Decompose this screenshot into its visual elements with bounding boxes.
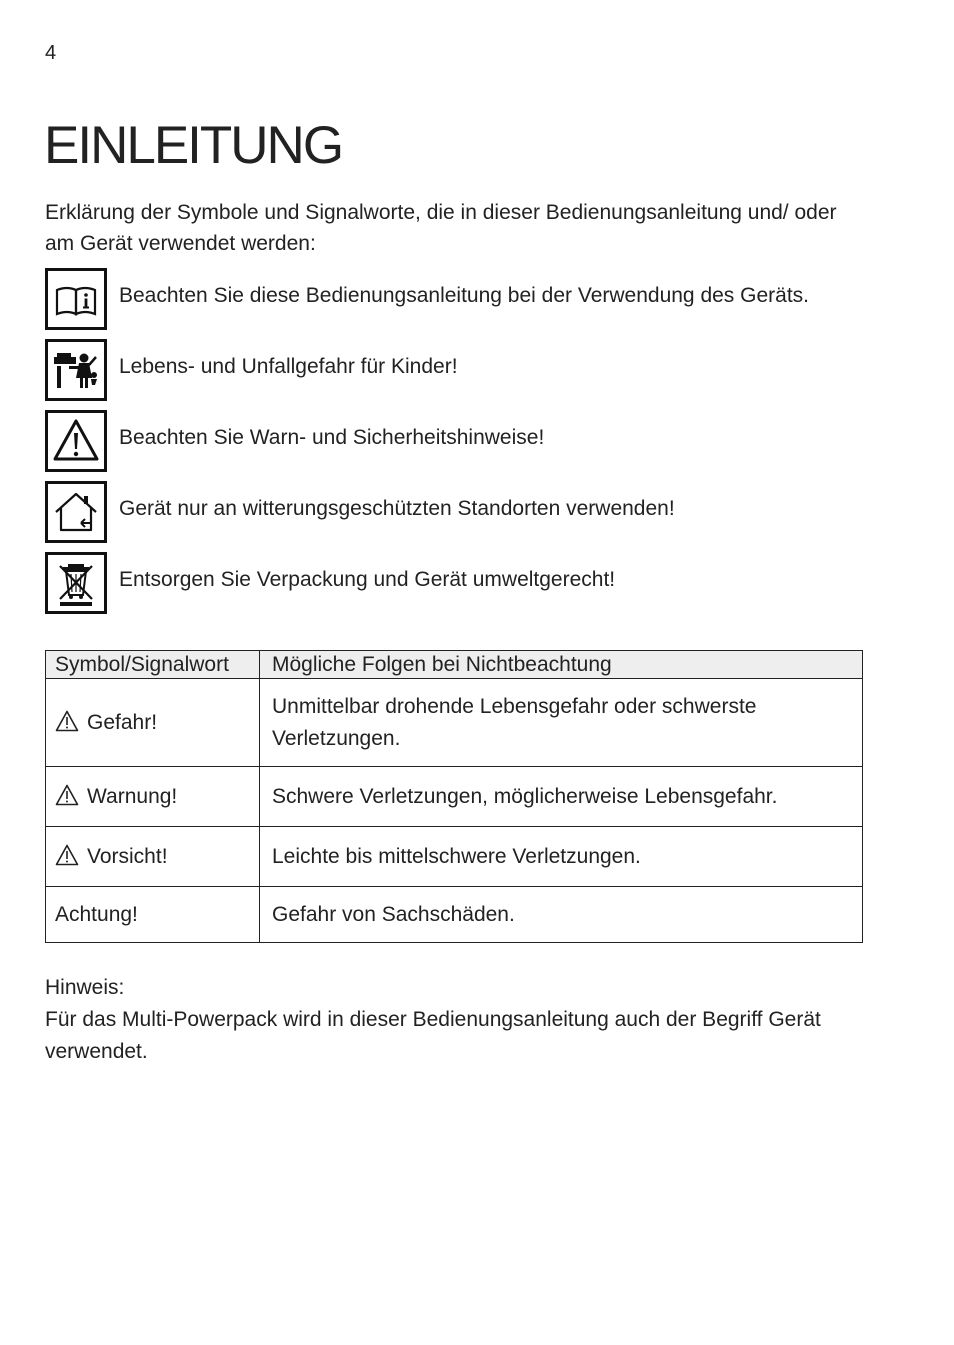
table-header-row	[46, 651, 863, 679]
crossed-bin-icon	[45, 552, 107, 614]
signal-word-cell	[46, 887, 260, 943]
page-title: EINLEITUNG	[44, 116, 343, 175]
symbol-text: Entsorgen Sie Verpackung und Gerät umweltgerecht!	[119, 568, 616, 591]
note-text: Für das Multi-Powerpack wird in dieser Bedienungsanleitung auch der Begriff Gerät verwendet.	[45, 1008, 821, 1063]
indoor-use-icon	[45, 481, 107, 543]
note-section	[45, 972, 885, 1068]
child-danger-icon	[45, 339, 107, 401]
signal-word-cell	[46, 827, 260, 887]
table-header: Mögliche Folgen bei Nichtbeachtung	[260, 651, 863, 679]
page-number: 4	[45, 42, 57, 64]
symbol-text: Beachten Sie Warn- und Sicherheitshinweise!	[119, 426, 545, 449]
table-row	[46, 827, 863, 887]
signal-word: Vorsicht!	[87, 845, 168, 868]
symbol-text: Beachten Sie diese Bedienungsanleitung bei der Verwendung des Geräts.	[119, 284, 809, 307]
consequence-cell: Gefahr von Sachschäden.	[260, 887, 863, 943]
intro-paragraph: Erklärung der Symbole und Signalworte, die in dieser Bedienungsanleitung und/ oder am Gerät verwendet werden:	[45, 201, 837, 255]
symbol-text: Gerät nur an witterungsgeschützten Standorten verwenden!	[119, 497, 675, 520]
consequence-cell: Unmittelbar drohende Lebensgefahr oder schwerste Verletzungen.	[260, 679, 863, 767]
signal-word: Achtung!	[55, 902, 138, 926]
warning-triangle-icon	[45, 410, 107, 472]
consequence-cell: Schwere Verletzungen, möglicherweise Lebensgefahr.	[260, 767, 863, 827]
warning-triangle-icon	[55, 784, 79, 806]
signal-word: Warnung!	[87, 785, 178, 808]
warning-triangle-icon	[55, 844, 79, 866]
consequence-cell: Leichte bis mittelschwere Verletzungen.	[260, 827, 863, 887]
table-header: Symbol/Signalwort	[46, 651, 260, 679]
signal-word-cell	[46, 767, 260, 827]
symbol-text: Lebens- und Unfallgefahr für Kinder!	[119, 355, 458, 378]
signal-word: Gefahr!	[87, 711, 158, 734]
table-row	[46, 679, 863, 767]
table-row	[46, 767, 863, 827]
manual-info-icon	[45, 268, 107, 330]
symbol-row-indoor	[45, 481, 905, 543]
symbol-row-child	[45, 339, 905, 401]
signal-word-table	[45, 650, 863, 943]
table-row	[46, 887, 863, 943]
symbol-row-manual	[45, 268, 905, 330]
symbol-row-warning	[45, 410, 905, 472]
signal-word-cell	[46, 679, 260, 767]
note-label: Hinweis:	[45, 976, 125, 999]
symbol-row-disposal	[45, 552, 905, 614]
warning-triangle-icon	[55, 710, 79, 732]
